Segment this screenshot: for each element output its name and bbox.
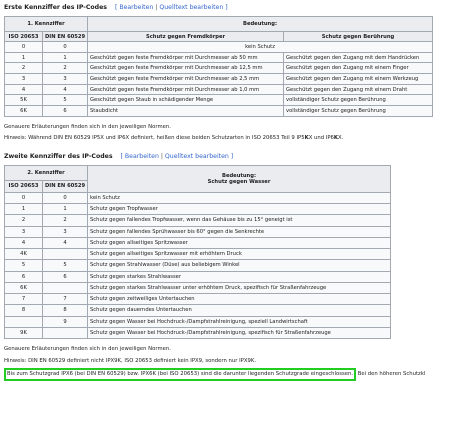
edit-link[interactable]: Bearbeiten xyxy=(119,4,154,11)
cell-meaning: kein Schutz xyxy=(88,192,391,203)
cell-touch: Geschützt gegen den Zugang mit einem Draht xyxy=(284,84,433,95)
edit-separator: | xyxy=(155,4,158,11)
meaning-header-label: Bedeutung: xyxy=(221,172,257,179)
cell-iso: 0 xyxy=(5,42,43,53)
group-header: 2. Kennziffer xyxy=(5,165,88,180)
cell-meaning: Schutz gegen starkes Strahlwasser unter erhöhtem Druck, spezifisch für Straßenfahrzeuge xyxy=(88,282,391,293)
source-edit-link[interactable]: Quelltext bearbeiten xyxy=(159,4,224,11)
meaning-header xyxy=(88,165,391,192)
note-paragraph: Genauere Erläuterungen finden sich in den jeweiligen Normen. xyxy=(4,123,171,130)
section-title: Zweite Kennziffer des IP-Codes xyxy=(4,152,113,160)
table-row xyxy=(5,42,433,53)
cell-meaning: Schutz gegen starkes Strahlwasser xyxy=(88,271,391,282)
hint-text: Hinweis: Während DIN EN 60529 IP5X und IP6X definiert, heißen diese beiden Schutzarten in ISO 20653 Teil 9 IP5 xyxy=(4,134,305,141)
table-row xyxy=(5,226,391,237)
meaning-header-sub: Schutz gegen Wasser xyxy=(207,178,271,185)
col-header-iso: ISO 20653 xyxy=(5,32,43,42)
source-edit-link[interactable]: Quelltext bearbeiten xyxy=(164,152,229,160)
cell-foreign-body: Geschützt gegen feste Fremdkörper mit Durchmesser ab 2,5 mm xyxy=(88,74,284,85)
cell-din: 2 xyxy=(43,215,88,226)
hint-paragraph xyxy=(4,134,448,142)
group-header: 1. Kennziffer xyxy=(5,17,88,32)
cell-iso: 4 xyxy=(5,84,43,95)
col-header-touch: Schutz gegen Berührung xyxy=(284,32,433,42)
cell-touch: Geschützt gegen den Zugang mit einem Finger xyxy=(284,63,433,74)
cell-meaning: Schutz gegen Tropfwasser xyxy=(88,204,391,215)
col-header-iso: ISO 20653 xyxy=(5,180,43,192)
cell-din: 3 xyxy=(43,226,88,237)
cell-iso: 0 xyxy=(5,192,43,203)
col-header-din: DIN EN 60529 xyxy=(43,180,88,192)
cell-iso: 6K xyxy=(5,106,43,117)
cell-meaning: Schutz gegen fallendes Tropfwasser, wenn das Gehäuse bis zu 15° geneigt ist xyxy=(88,215,391,226)
inclusion-paragraph xyxy=(4,368,448,379)
edit-links xyxy=(115,4,228,11)
cell-meaning: Schutz gegen Wasser bei Hochdruck-/Dampfstrahlreinigung, spezifisch für Straßenfahrzeuge xyxy=(88,327,391,338)
table-row xyxy=(5,260,391,271)
table-row xyxy=(5,106,433,117)
cell-din: 5 xyxy=(43,95,88,106)
cell-iso: 3 xyxy=(5,74,43,85)
table-row xyxy=(5,84,433,95)
cell-foreign-body: Geschützt gegen feste Fremdkörper mit Durchmesser ab 1,0 mm xyxy=(88,84,284,95)
cell-din: 3 xyxy=(43,74,88,85)
cell-din: 6 xyxy=(43,271,88,282)
cell-din: 0 xyxy=(43,192,88,203)
cell-iso: 8 xyxy=(5,305,43,316)
cell-foreign-body: Geschützt gegen feste Fremdkörper mit Durchmesser ab 12,5 mm xyxy=(88,63,284,74)
table-row xyxy=(5,63,433,74)
cell-touch: vollständiger Schutz gegen Berührung xyxy=(284,95,433,106)
cell-iso: 6K xyxy=(5,282,43,293)
cell-din: 6 xyxy=(43,106,88,117)
edit-links xyxy=(121,153,234,160)
table-row xyxy=(5,237,391,248)
cell-din: 4 xyxy=(43,237,88,248)
hint-paragraph: Hinweis: DIN EN 60529 definiert nicht IPX9K, ISO 20653 definiert kein IPX9, sondern nur IPX9K. xyxy=(4,358,257,365)
cell-meaning: Schutz gegen allseitiges Spritzwasser mit erhöhtem Druck xyxy=(88,249,391,260)
cell-foreign-body: Geschützt gegen feste Fremdkörper mit Durchmesser ab 50 mm xyxy=(88,52,284,63)
meaning-header: Bedeutung: xyxy=(88,17,433,32)
cell-iso: 1 xyxy=(5,52,43,63)
bracket-open: [ xyxy=(114,4,118,11)
cell-iso: 9K xyxy=(5,327,43,338)
table-row xyxy=(5,249,391,260)
cell-iso: 5K xyxy=(5,95,43,106)
section-heading-second-digit xyxy=(4,152,448,161)
table-row xyxy=(5,327,391,338)
col-header-foreign-body: Schutz gegen Fremdkörper xyxy=(88,32,284,42)
cell-touch: vollständiger Schutz gegen Berührung xyxy=(284,106,433,117)
section-title: Erste Kennziffer des IP-Codes xyxy=(4,4,107,11)
hint-bold-k: K xyxy=(304,134,309,141)
edit-link[interactable]: Bearbeiten xyxy=(124,152,159,160)
col-header-din: DIN EN 60529 xyxy=(43,32,88,42)
cell-iso: 5 xyxy=(5,260,43,271)
cell-iso: 4 xyxy=(5,237,43,248)
cell-din: 2 xyxy=(43,63,88,74)
cell-iso: 2 xyxy=(5,63,43,74)
hint-bold-k: K xyxy=(333,134,339,141)
cell-foreign-body: Geschützt gegen Staub in schädigender Menge xyxy=(88,95,284,106)
cell-din: 8 xyxy=(43,305,88,316)
cell-din xyxy=(43,327,88,338)
cell-din: 1 xyxy=(43,204,88,215)
cell-din: 0 xyxy=(43,42,88,53)
cell-din: 4 xyxy=(43,84,88,95)
cell-din: 7 xyxy=(43,294,88,305)
cell-meaning: Schutz gegen Wasser bei Hochdruck-/Dampfstrahlreinigung, speziell Landwirtschaft xyxy=(88,316,391,327)
bracket-close: ] xyxy=(230,152,234,160)
table-row xyxy=(5,271,391,282)
cell-din: 1 xyxy=(43,52,88,63)
table-row xyxy=(5,74,433,85)
cell-iso: 4K xyxy=(5,249,43,260)
table-row xyxy=(5,95,433,106)
cell-iso xyxy=(5,316,43,327)
cell-iso: 3 xyxy=(5,226,43,237)
highlighted-sentence[interactable]: Bis zum Schutzgrad IPX6 (bei DIN EN 60529) bzw. IPX6K (bei ISO 20653) sind die darunter liegenden Schutzgrade eingeschlossen. xyxy=(4,368,356,381)
cell-din: 5 xyxy=(43,260,88,271)
trailing-text: Bei den höheren Schutzkl xyxy=(357,371,426,378)
cell-meaning: Schutz gegen zeitweiliges Untertauchen xyxy=(88,294,391,305)
bracket-open: [ xyxy=(120,152,123,160)
cell-foreign-body: Staubdicht xyxy=(88,106,284,117)
table-row xyxy=(5,294,391,305)
cell-meaning: Schutz gegen allseitiges Spritzwasser xyxy=(88,237,391,248)
hint-text: X und IP6 xyxy=(308,134,334,141)
second-digit-table xyxy=(4,165,391,339)
cell-din xyxy=(43,249,88,260)
cell-iso: 1 xyxy=(5,204,43,215)
table-row xyxy=(5,305,391,316)
table-row xyxy=(5,282,391,293)
table-row xyxy=(5,204,391,215)
cell-foreign-body: kein Schutz xyxy=(88,42,433,53)
cell-din xyxy=(43,282,88,293)
cell-meaning: Schutz gegen dauerndes Untertauchen xyxy=(88,305,391,316)
cell-din: 9 xyxy=(43,316,88,327)
article-content xyxy=(4,0,448,379)
table-row xyxy=(5,52,433,63)
table-row xyxy=(5,192,391,203)
cell-iso: 2 xyxy=(5,215,43,226)
cell-touch: Geschützt gegen den Zugang mit dem Handrücken xyxy=(284,52,433,63)
cell-meaning: Schutz gegen Strahlwasser (Düse) aus beliebigem Winkel xyxy=(88,260,391,271)
table-row xyxy=(5,215,391,226)
first-digit-table xyxy=(4,16,433,117)
cell-touch: Geschützt gegen den Zugang mit einem Werkzeug xyxy=(284,74,433,85)
cell-meaning: Schutz gegen fallendes Sprühwasser bis 60° gegen die Senkrechte xyxy=(88,226,391,237)
cell-iso: 6 xyxy=(5,271,43,282)
edit-separator: | xyxy=(160,152,163,160)
hint-text: X. xyxy=(338,134,344,141)
bracket-close: ] xyxy=(225,4,228,11)
cell-iso: 7 xyxy=(5,294,43,305)
table-row xyxy=(5,316,391,327)
note-paragraph: Genauere Erläuterungen finden sich in den jeweiligen Normen. xyxy=(4,346,171,353)
section-heading-first-digit xyxy=(4,3,448,12)
